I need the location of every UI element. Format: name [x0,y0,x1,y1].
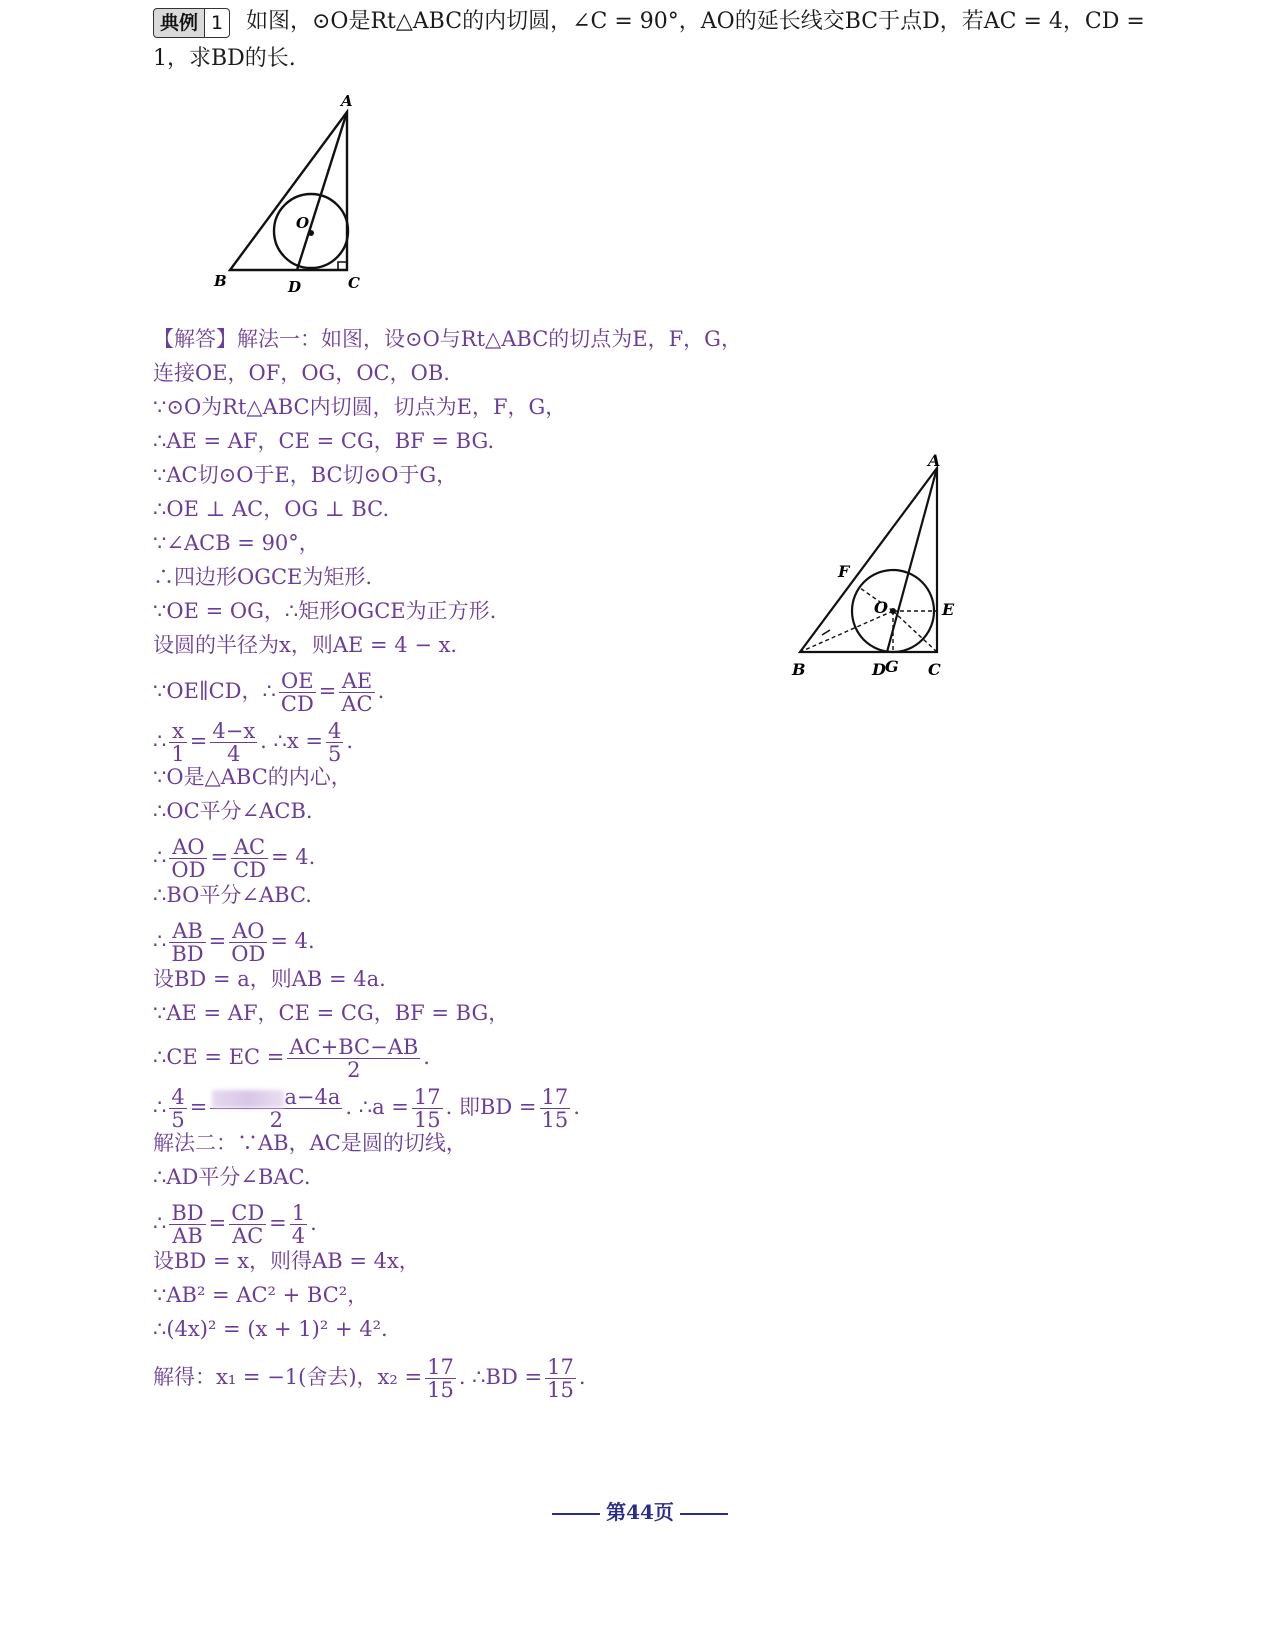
fraction: $\frac{17}{15}$ [413,1085,441,1132]
fraction: $\frac{AC+BC-AB}{2}$ [289,1035,419,1082]
fraction: $\frac{OE}{CD}$ [280,669,314,716]
solution-line-fraction: ∴ $\frac{4}{5}$ = $\frac{a-4a}{2}$ . ∴a = $\frac{17}{15}$ . 即BD = $\frac{17}{15}$ . [153,1085,580,1132]
fraction-blurred: $\frac{a-4a}{2}$ [210,1086,342,1131]
triangle-figure-2 [790,450,970,680]
footer-rule-left [552,1513,600,1515]
line-ad-2 [887,468,937,652]
line-ad [297,112,347,270]
fraction: $\frac{BD}{AB}$ [171,1201,204,1248]
solution-line: ∵AC切⊙O于E，BC切⊙O于G， [153,463,458,487]
fraction: $\frac{4}{5}$ [328,719,342,766]
fraction: $\frac{CD}{AC}$ [231,1201,265,1248]
label-o: O [296,214,310,232]
fraction: $\frac{AB}{BD}$ [171,919,204,966]
fraction: $\frac{17}{15}$ [547,1355,574,1402]
fraction: $\frac{AO}{OD}$ [231,919,266,966]
question-line-2: 1，求BD的长. [153,46,296,71]
fraction: $\frac{1}{4}$ [291,1201,306,1248]
solution-line: ∴四边形OGCE为矩形. [153,565,373,589]
fraction: $\frac{17}{15}$ [541,1085,569,1132]
example-tag [153,8,230,38]
label-a-2: A [928,451,941,470]
solution-line: 设BD = x，则得AB = 4x， [153,1249,420,1273]
solution-line: 设BD = a，则AB = 4a. [153,967,386,991]
fraction: $\frac{4}{5}$ [171,1085,185,1132]
solution-line: ∴OC平分∠ACB. [153,799,313,823]
label-c-2: C [928,660,941,679]
solution-line: 解法二：∵AB，AC是圆的切线， [153,1131,467,1155]
label-b: B [214,272,227,290]
blurred-region [212,1090,284,1108]
question-line-1: 如图，⊙O是Rt△ABC的内切圆，∠C = 90°，AO的延长线交BC于点D，若AC = 4，CD = [246,9,1145,34]
solution-line-fraction: ∴ $\frac{AO}{OD}$ = $\frac{AC}{CD}$ = 4. [153,835,316,882]
label-d-2: D [872,660,886,679]
solution-line: ∵OE = OG，∴矩形OGCE为正方形. [153,599,497,623]
triangle-figure-1 [200,90,370,305]
center-dot-2 [890,608,896,614]
solution-line: ∵AE = AF，CE = CG，BF = BG， [153,1001,510,1025]
solution-line: ∴AE = AF，CE = CG，BF = BG. [153,429,495,453]
solution-line: ∵⊙O为Rt△ABC内切圆，切点为E，F，G， [153,395,567,419]
label-c: C [348,274,360,292]
fraction: $\frac{17}{15}$ [427,1355,454,1402]
page-number: 第44页 [606,1500,674,1524]
solution-line: ∴AD平分∠BAC. [153,1165,311,1189]
label-b-2: B [792,660,806,679]
label-a: A [341,92,353,110]
solution-line: ∵O是△ABC的内心， [153,765,352,789]
solution-line-fraction: ∴ $\frac{AB}{BD}$ = $\frac{AO}{OD}$ = 4. [153,919,315,966]
fraction: $\frac{AE}{AC}$ [341,669,373,716]
tick-mark [822,630,830,635]
triangle-abc [230,112,347,270]
solution-line-fraction: 解得：x₁ = −1(舍去)，x₂ = $\frac{17}{15}$ . ∴BD = $\frac{17}{15}$ . [153,1355,586,1402]
example-number: 1 [205,8,230,38]
fraction: $\frac{AC}{CD}$ [233,835,266,882]
label-e: E [942,600,955,619]
solution-line: 设圆的半径为x，则AE = 4 − x. [153,633,458,657]
solution-line-fraction: ∴ $\frac{BD}{AB}$ = $\frac{CD}{AC}$ = $\frac{1}{4}$ . [153,1201,317,1248]
solution-line: 【解答】解法一：如图，设⊙O与Rt△ABC的切点为E，F，G， [153,327,742,351]
fraction: $\frac{4-x}{4}$ [212,719,256,766]
solution-line: ∵AB² = AC² + BC²， [153,1283,369,1307]
example-label: 典例 [153,8,205,38]
triangle-abc-2 [800,468,937,652]
solution-line-fraction: ∴CE = EC = $\frac{AC+BC-AB}{2}$ . [153,1035,430,1082]
label-f: F [838,562,850,581]
page-footer [0,1496,1280,1525]
fraction: $\frac{AO}{OD}$ [171,835,206,882]
fraction: $\frac{x}{1}$ [171,719,185,766]
solution-line-fraction: ∴ $\frac{x}{1}$ = $\frac{4-x}{4}$ . ∴x = $\frac{4}{5}$ . [153,719,354,766]
footer-rule-right [680,1513,728,1515]
solution-line: ∴OE ⊥ AC，OG ⊥ BC. [153,497,390,521]
solution-line: ∵∠ACB = 90°， [153,531,320,555]
label-o-2: O [874,598,888,617]
solution-line: 连接OE，OF，OG，OC，OB. [153,361,450,385]
label-d: D [288,278,302,296]
solution-line: ∴BO平分∠ABC. [153,883,312,907]
solution-line: ∴(4x)² = (x + 1)² + 4². [153,1317,388,1341]
right-angle-mark [338,262,347,270]
solution-line-fraction: ∵OE∥CD，∴ $\frac{OE}{CD}$ = $\frac{AE}{AC}$ . [153,669,385,716]
label-g: G [885,657,899,676]
